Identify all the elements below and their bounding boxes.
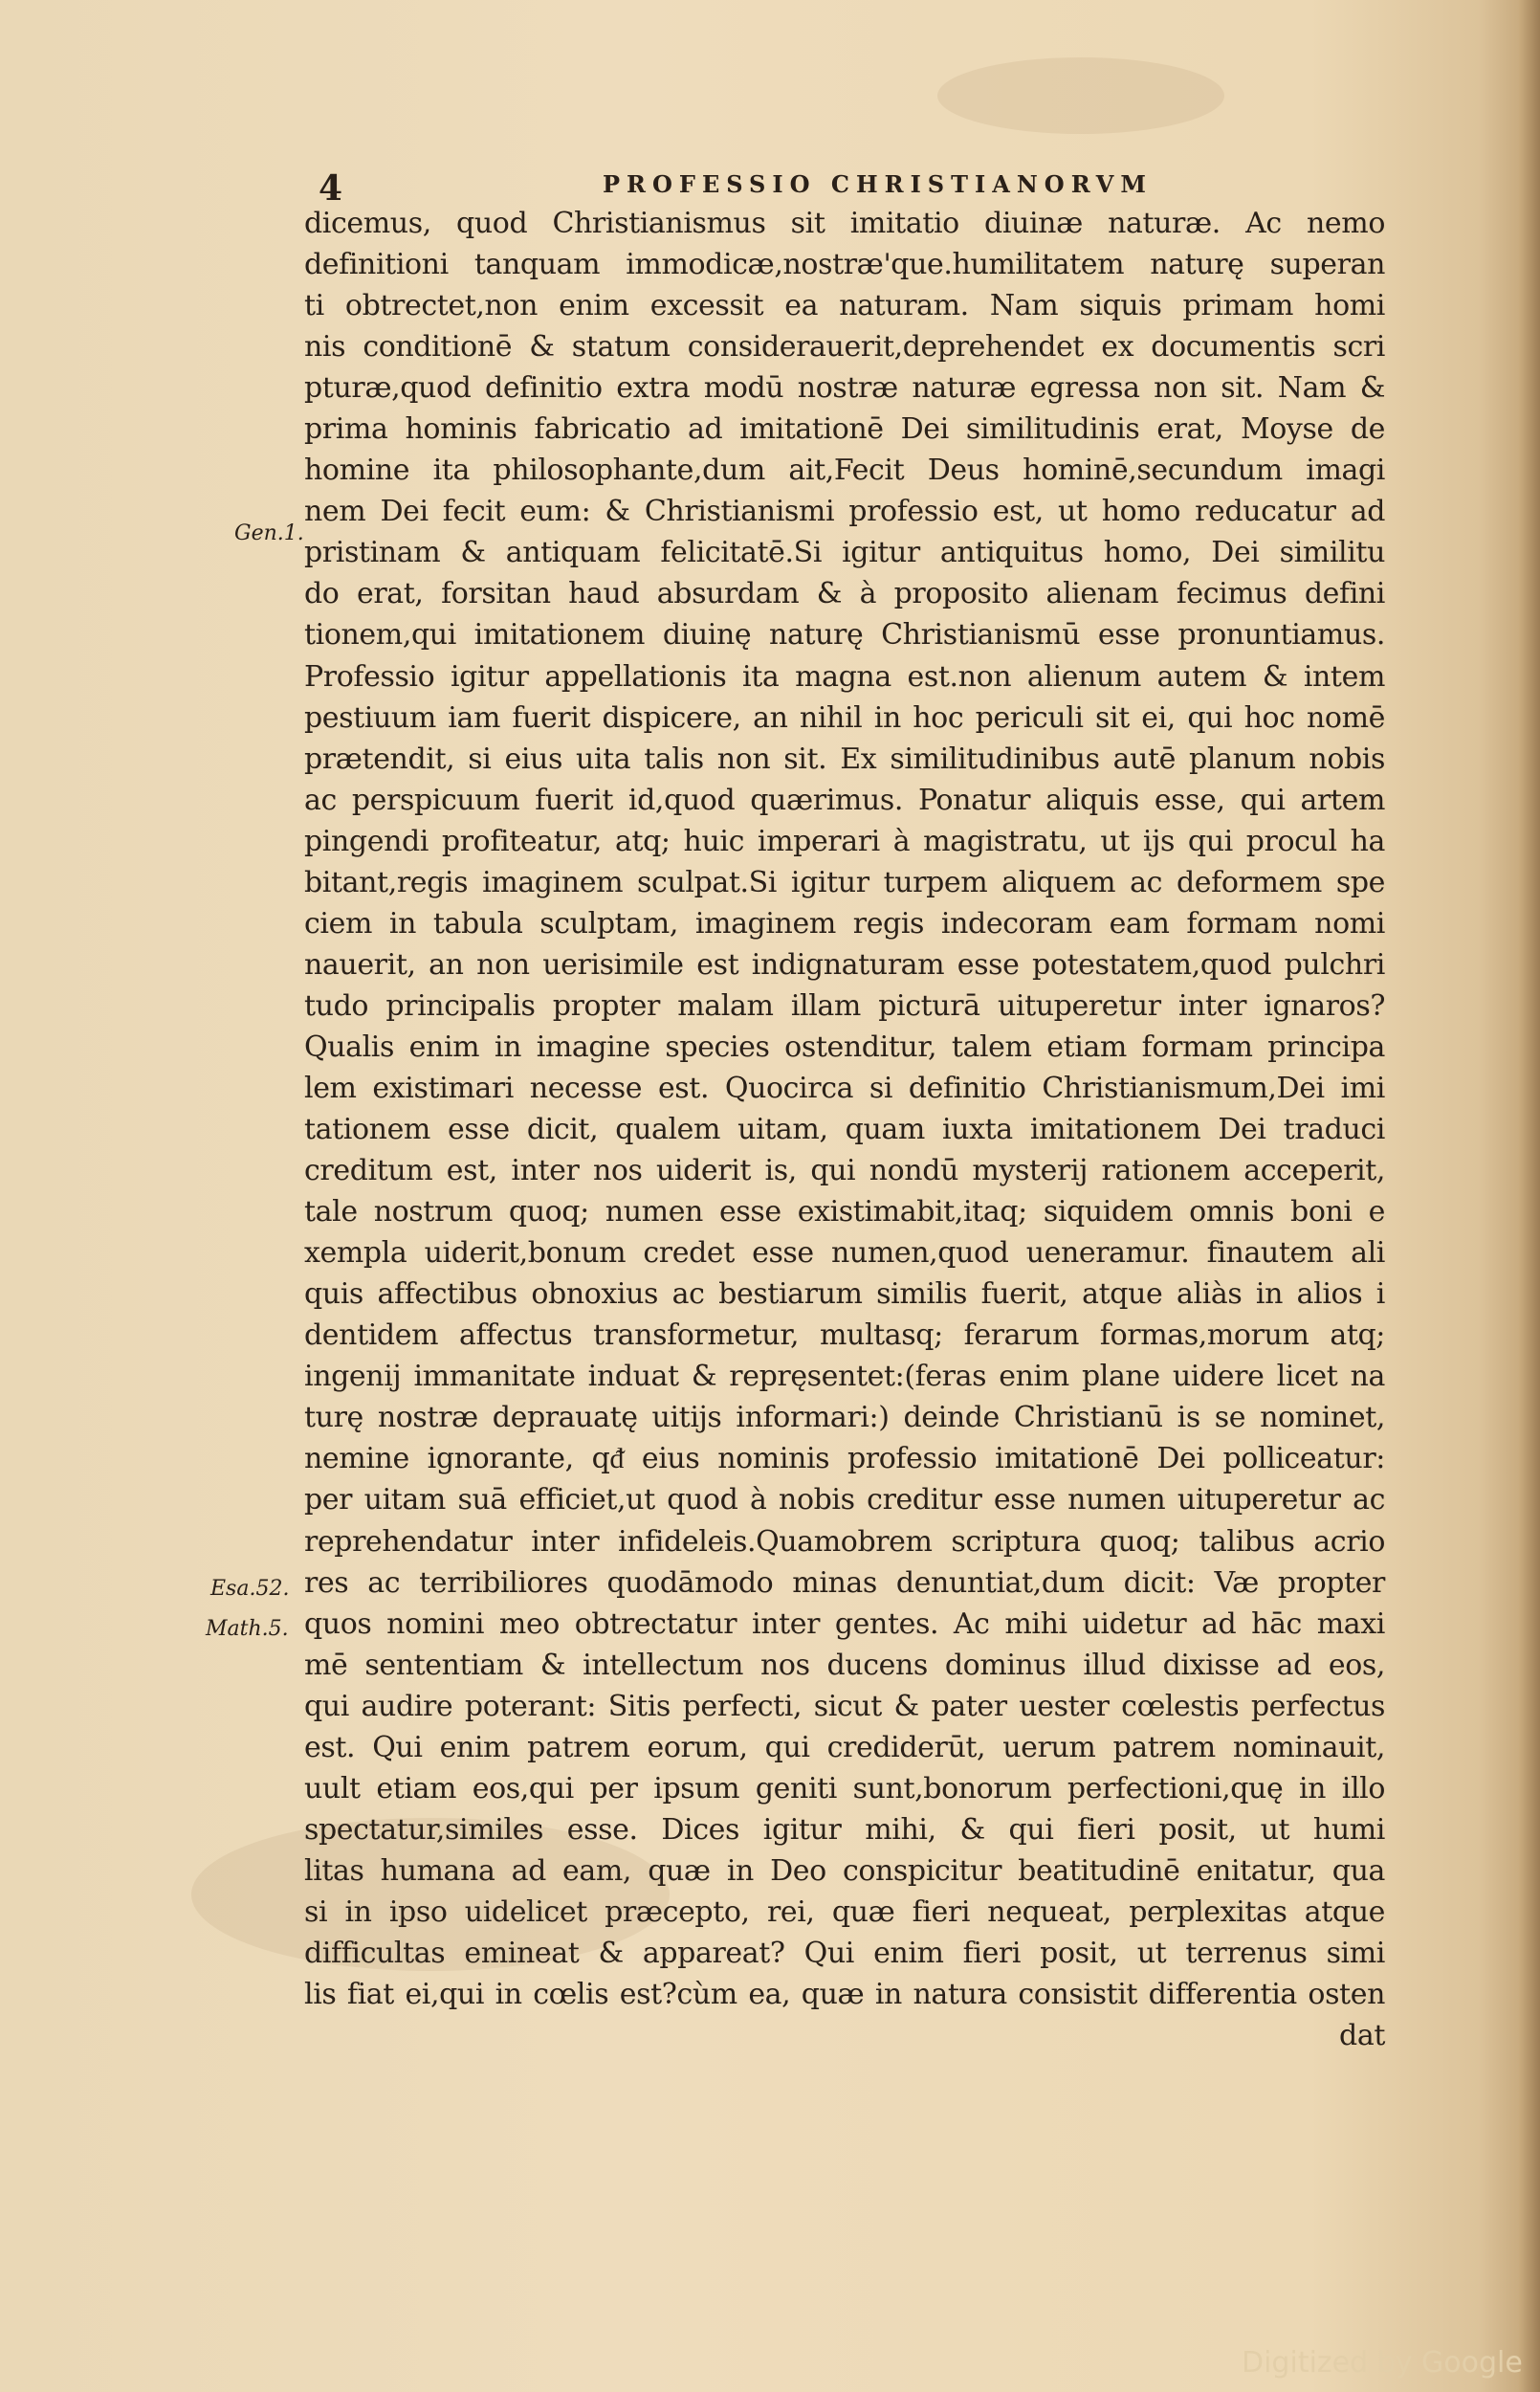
text-line: est. Qui enim patrem eorum, qui crediderūt, uerum patrem nominauit, bbox=[304, 1730, 1385, 1764]
text-line: lis fiat ei,qui in cœlis est?cùm ea, quæ in natura consistit differentia osten bbox=[304, 1978, 1385, 2012]
catchword: dat bbox=[1339, 2019, 1385, 2053]
text-line: si in ipso uidelicet præcepto, rei, quæ fieri nequeat, perplexitas atque bbox=[304, 1894, 1385, 1929]
text-line: ac perspicuum fuerit id,quod quærimus. Ponatur aliquis esse, qui artem bbox=[304, 783, 1385, 817]
text-line: mē sententiam & intellectum nos ducens dominus illud dixisse ad eos, bbox=[304, 1648, 1385, 1682]
text-line: reprehendatur inter infideleis.Quamobrem scriptura quoq; talibus acrio bbox=[304, 1524, 1385, 1559]
text-line: litas humana ad eam, quæ in Deo conspicitur beatitudinē enitatur, qua bbox=[304, 1853, 1385, 1888]
text-line: prætendit, si eius uita talis non sit. Ex similitudinibus autē planum nobis bbox=[304, 742, 1385, 776]
text-line: Qualis enim in imagine species ostenditur, talem etiam formam principa bbox=[304, 1030, 1385, 1064]
text-line: ciem in tabula sculptam, imaginem regis indecoram eam formam nomi bbox=[304, 906, 1385, 941]
text-line: prima hominis fabricatio ad imitationē Dei similitudinis erat, Moyse de bbox=[304, 412, 1385, 447]
text-line: lem existimari necesse est. Quocirca si definitio Christianismum,Dei imi bbox=[304, 1071, 1385, 1105]
text-line: pestiuum iam fuerit dispicere, an nihil in hoc periculi sit ei, qui hoc nomē bbox=[304, 700, 1385, 735]
text-line: spectatur,similes esse. Dices igitur mihi, & qui fieri posit, ut humi bbox=[304, 1812, 1385, 1847]
text-line: nem Dei fecit eum: & Christianismi professio est, ut homo reducatur ad bbox=[304, 495, 1385, 529]
text-line: Professio igitur appellationis ita magna est.non alienum autem & intem bbox=[304, 659, 1385, 694]
text-line: bitant,regis imaginem sculpat.Si igitur turpem aliquem ac deformem spe bbox=[304, 865, 1385, 899]
text-line: homine ita philosophante,dum ait,Fecit Deus hominē,secundum imagi bbox=[304, 454, 1385, 488]
text-line: pturæ,quod definitio extra modū nostræ naturæ egressa non sit. Nam & bbox=[304, 371, 1385, 406]
text-line: pingendi profiteatur, atq; huic imperari à magistratu, ut ijs qui procul ha bbox=[304, 824, 1385, 858]
digitized-watermark: Digitized by Google bbox=[1242, 2346, 1523, 2380]
text-line: ingenij immanitate induat & repręsentet:(feras enim plane uidere licet na bbox=[304, 1360, 1385, 1394]
page-edge bbox=[1519, 0, 1540, 2392]
text-line: xempla uiderit,bonum credet esse numen,quod ueneramur. finautem ali bbox=[304, 1236, 1385, 1271]
text-line: quis affectibus obnoxius ac bestiarum similis fuerit, atque aliàs in alios i bbox=[304, 1277, 1385, 1312]
text-line: nauerit, an non uerisimile est indignaturam esse potestatem,quod pulchri bbox=[304, 947, 1385, 982]
text-line: ti obtrectet,non enim excessit ea naturam. Nam siquis primam homi bbox=[304, 289, 1385, 323]
text-line: qui audire poterant: Sitis perfecti, sicut & pater uester cœlestis perfectus bbox=[304, 1689, 1385, 1723]
page-number: 4 bbox=[319, 168, 343, 209]
text-line: per uitam suā efficiet,ut quod à nobis creditur esse numen uituperetur ac bbox=[304, 1483, 1385, 1517]
text-line: turę nostræ deprauatę uitijs informari:) deinde Christianū is se nominet, bbox=[304, 1401, 1385, 1435]
text-line: tionem,qui imitationem diuinę naturę Christianismū esse pronuntiamus. bbox=[304, 618, 1385, 653]
paper-stain bbox=[937, 57, 1224, 134]
text-line: uult etiam eos,qui per ipsum geniti sunt,bonorum perfectioni,quę in illo bbox=[304, 1771, 1385, 1805]
text-line: dicemus, quod Christianismus sit imitatio diuinæ naturæ. Ac nemo bbox=[304, 207, 1385, 240]
text-line: tudo principalis propter malam illam picturā uituperetur inter ignaros? bbox=[304, 988, 1385, 1023]
running-head: PROFESSIO CHRISTIANORVM bbox=[603, 170, 1153, 198]
text-line: creditum est, inter nos uiderit is, qui nondū mysterij rationem acceperit, bbox=[304, 1154, 1385, 1188]
text-line: dentidem affectus transformetur, multasq; ferarum formas,morum atq; bbox=[304, 1318, 1385, 1353]
text-line: definitioni tanquam immodicæ,nostræ'que.humilitatem naturę superan bbox=[304, 248, 1385, 282]
margin-note-esa: Esa.52. bbox=[210, 1577, 290, 1601]
text-line: do erat, forsitan haud absurdam & à proposito alienam fecimus defini bbox=[304, 577, 1385, 611]
text-line: res ac terribiliores quodāmodo minas denuntiat,dum dicit: Væ propter bbox=[304, 1565, 1385, 1600]
text-line: nemine ignorante, qᵭ eius nominis professio imitationē Dei polliceatur: bbox=[304, 1442, 1385, 1476]
text-line: tationem esse dicit, qualem uitam, quam iuxta imitationem Dei traduci bbox=[304, 1113, 1385, 1147]
text-line: pristinam & antiquam felicitatē.Si igitur antiquitus homo, Dei similitu bbox=[304, 536, 1385, 570]
text-line: quos nomini meo obtrectatur inter gentes. Ac mihi uidetur ad hāc maxi bbox=[304, 1606, 1385, 1641]
text-line: nis conditionē & statum considerauerit,deprehendet ex documentis scri bbox=[304, 330, 1385, 365]
text-line: tale nostrum quoq; numen esse existimabit,itaq; siquidem omnis boni e bbox=[304, 1195, 1385, 1229]
body-text bbox=[304, 203, 1385, 2056]
text-line: difficultas emineat & appareat? Qui enim fieri posit, ut terrenus simi bbox=[304, 1936, 1385, 1970]
margin-note-gen: Gen.1. bbox=[234, 521, 304, 545]
margin-note-math: Math.5. bbox=[206, 1617, 289, 1641]
